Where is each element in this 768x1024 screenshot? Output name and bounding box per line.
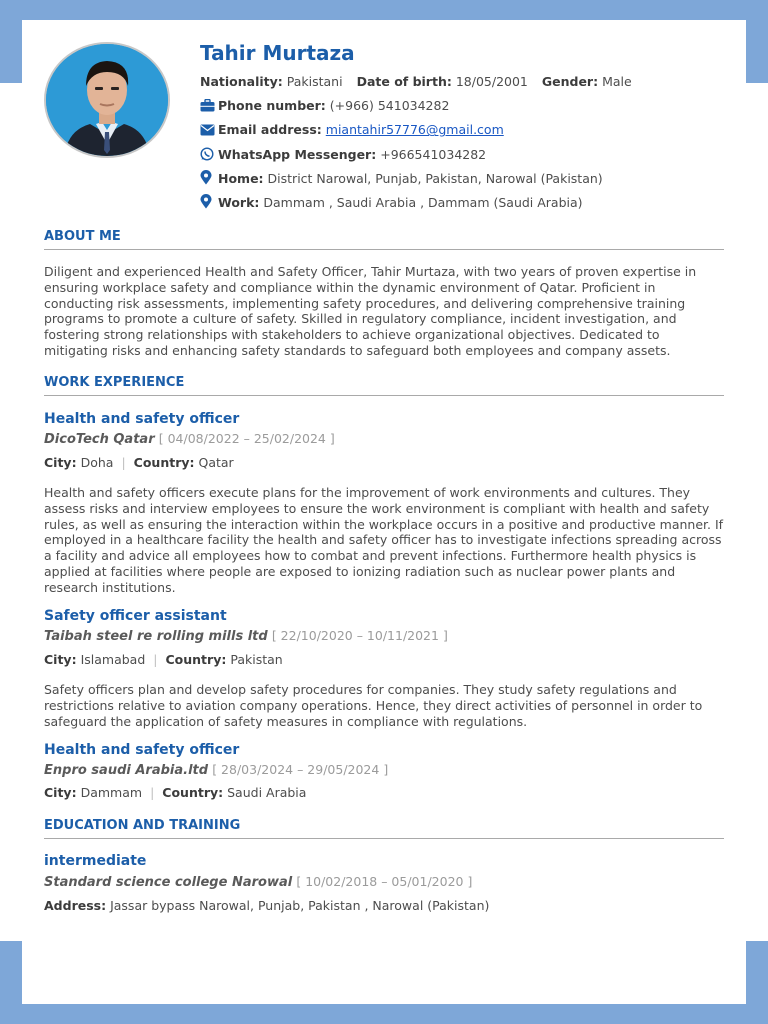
employer-name: Taibah steel re rolling mills ltd — [44, 629, 268, 644]
job-description: Safety officers plan and develop safety procedures for companies. They study safety regulations and restrictions relative to aviation company operations. Hence, they direct activities of personnel in order to safeguard the application of safety measures in compliance with regulations. — [44, 682, 703, 729]
frame-left-bottom — [0, 941, 22, 1024]
employer-name: DicoTech Qatar — [44, 432, 155, 447]
whatsapp-value: +966541034282 — [380, 146, 487, 162]
school-name: Standard science college Narowal — [44, 875, 293, 890]
job-description: Health and safety officers execute plans for the improvement of work environments and cultures. They assess risks and interview employees to ensure the work environment is compliant with health and safety rules, as well as ensuring the interaction within the workplace occurs in a positive and productive manner. If employed in a healthcare facility the health and safety officer has to investigate infections spreading across a facility and advice all employees how to combat and prevent infections. Furthermore health physics is applied at facilities where people are exposed to ionizing radiation such as nuclear power plants and research institutions. — [44, 485, 724, 595]
email-link[interactable]: miantahir57776@gmail.com — [325, 122, 504, 138]
country-label: Country: — [162, 785, 224, 800]
frame-right-bottom — [746, 941, 768, 1024]
whatsapp-row — [200, 143, 740, 167]
job-employer-line — [44, 430, 335, 449]
envelope-icon — [200, 124, 215, 136]
city-label: City: — [44, 652, 77, 667]
work-label: Work: — [218, 195, 260, 211]
about-section-title: ABOUT ME — [44, 229, 724, 250]
employer-name: Enpro saudi Arabia.ltd — [44, 763, 209, 778]
briefcase-icon — [200, 99, 215, 112]
country-label: Country: — [165, 652, 227, 667]
map-pin-icon — [200, 194, 215, 209]
phone-value: (+966) 541034282 — [329, 98, 450, 114]
phone-row — [200, 94, 740, 118]
phone-label: Phone number: — [218, 98, 326, 114]
city-value: Doha — [80, 455, 114, 470]
work-value: Dammam , Saudi Arabia , Dammam (Saudi Arabia) — [263, 195, 583, 211]
work-section-title: WORK EXPERIENCE — [44, 375, 724, 396]
email-row — [200, 118, 740, 142]
home-value: District Narowal, Punjab, Pakistan, Narowal (Pakistan) — [267, 170, 603, 186]
basic-details — [200, 70, 740, 94]
frame-bottom — [0, 1004, 768, 1024]
job-employer-line — [44, 627, 448, 646]
country-value: Saudi Arabia — [227, 785, 307, 800]
dob-value: 18/05/2001 — [455, 74, 528, 89]
country-value: Pakistan — [230, 652, 283, 667]
job-title: Health and safety officer — [44, 411, 240, 427]
job-dates: [ 22/10/2020 – 10/11/2021 ] — [271, 628, 448, 643]
city-value: Dammam — [80, 785, 143, 800]
education-section-title: EDUCATION AND TRAINING — [44, 818, 724, 839]
education-title: intermediate — [44, 853, 147, 869]
nationality-label: Nationality: — [200, 74, 283, 89]
about-text: Diligent and experienced Health and Safety Officer, Tahir Murtaza, with two years of proven expertise in ensuring workplace safety and compliance within the dynamic environment of Qatar. Proficient in conducting risk assessments, implementing safety procedures, and delivering comprehensive training programs to promote a culture of safety. Skilled in regulatory compliance, incident investigation, and fostering strong relationships with stakeholders to achieve organizational objectives. Dedicated to mitigating risks and enhancing safety standards to safeguard both employees and company assets. — [44, 264, 697, 358]
dob-label: Date of birth: — [356, 74, 452, 89]
email-label: Email address: — [218, 122, 322, 138]
job-dates: [ 28/03/2024 – 29/05/2024 ] — [212, 762, 389, 777]
frame-right-top — [746, 0, 768, 83]
home-label: Home: — [218, 170, 264, 186]
nationality-value: Pakistani — [286, 74, 343, 89]
frame-left-top — [0, 0, 22, 83]
education-dates: [ 10/02/2018 – 05/01/2020 ] — [296, 874, 473, 889]
address-value: Jassar bypass Narowal, Punjab, Pakistan , Narowal (Pakistan) — [110, 898, 490, 913]
education-address — [44, 897, 489, 915]
whatsapp-label: WhatsApp Messenger: — [218, 146, 377, 162]
map-pin-icon — [200, 170, 215, 185]
cv-page — [22, 20, 746, 1004]
country-value: Qatar — [198, 455, 234, 470]
gender-value: Male — [602, 74, 632, 89]
job-location: City: Dammam | Country: Saudi Arabia — [44, 785, 307, 800]
work-row — [200, 191, 740, 215]
frame-top — [0, 0, 768, 20]
home-row — [200, 167, 740, 191]
profile-photo — [44, 42, 170, 158]
city-label: City: — [44, 785, 77, 800]
job-location: City: Doha | Country: Qatar — [44, 455, 234, 470]
job-title: Safety officer assistant — [44, 608, 227, 624]
job-employer-line — [44, 761, 388, 780]
personal-info — [200, 40, 740, 215]
city-value: Islamabad — [80, 652, 146, 667]
city-label: City: — [44, 455, 77, 470]
gender-label: Gender: — [541, 74, 599, 89]
country-label: Country: — [133, 455, 195, 470]
whatsapp-icon — [200, 147, 215, 161]
job-dates: [ 04/08/2022 – 25/02/2024 ] — [158, 431, 335, 446]
candidate-name: Tahir Murtaza — [200, 41, 355, 65]
job-title: Health and safety officer — [44, 742, 240, 758]
address-label: Address: — [44, 898, 107, 913]
job-location: City: Islamabad | Country: Pakistan — [44, 652, 283, 667]
education-school-line — [44, 873, 472, 892]
